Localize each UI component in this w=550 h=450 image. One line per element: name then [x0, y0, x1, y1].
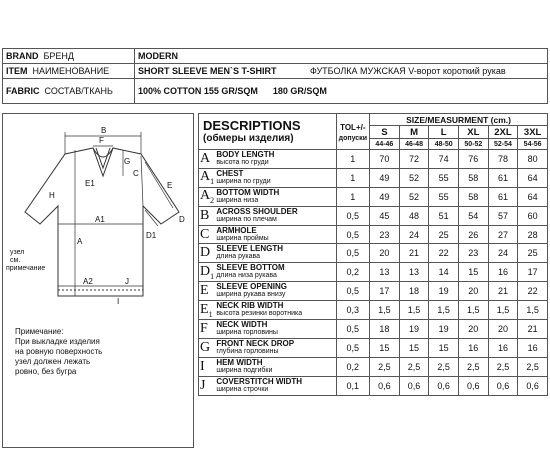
brand-value: MODERN	[138, 51, 178, 61]
size-range-3xl: 54-56	[518, 139, 548, 150]
row-name-en: SLEEVE OPENING	[216, 282, 287, 292]
item-value: SHORT SLEEVE MEN`S T-SHIRT	[138, 66, 277, 76]
label-a1: A1	[95, 215, 105, 224]
row-value-xl: 23	[458, 244, 488, 263]
size-header: SIZE/MEASURMENT (cm.)	[370, 114, 548, 126]
row-description	[216, 206, 336, 225]
row-code-letter: D	[200, 245, 211, 261]
row-value-2xl: 0,6	[488, 376, 518, 395]
table-row	[199, 244, 548, 263]
fabric-value: 100% COTTON 155 GR/SQM	[138, 86, 258, 96]
row-value-2xl: 24	[488, 244, 518, 263]
row-value-s: 49	[370, 168, 400, 187]
size-name-m: M	[399, 126, 429, 139]
table-row	[199, 225, 548, 244]
row-value-2xl: 27	[488, 225, 518, 244]
row-value-l: 55	[429, 168, 459, 187]
seam-note-3: примечание	[6, 265, 46, 272]
row-value-s: 1,5	[370, 301, 400, 320]
row-value-3xl: 60	[518, 206, 548, 225]
row-code-letter: B	[200, 207, 210, 223]
row-value-xl: 58	[458, 168, 488, 187]
item-value-ru-cell	[307, 64, 547, 79]
row-value-m: 19	[399, 320, 429, 339]
row-value-l: 74	[429, 150, 459, 169]
label-c: C	[133, 169, 139, 178]
row-value-3xl: 80	[518, 150, 548, 169]
row-value-3xl: 1,5	[518, 301, 548, 320]
row-description	[216, 320, 336, 339]
row-name-ru: высота по груди	[216, 158, 269, 166]
row-code	[199, 168, 217, 187]
row-value-3xl: 25	[518, 244, 548, 263]
row-code	[199, 338, 217, 357]
row-value-l: 25	[429, 225, 459, 244]
row-value-xl: 16	[458, 338, 488, 357]
row-description	[216, 357, 336, 376]
note-block	[15, 327, 185, 377]
row-name-ru: ширина горловины	[216, 328, 278, 336]
row-value-s: 18	[370, 320, 400, 339]
row-code	[199, 376, 217, 395]
desc-subtitle: (обмеры изделия)	[203, 133, 294, 144]
label-b: B	[101, 126, 107, 135]
table-row	[199, 168, 548, 187]
row-value-l: 15	[429, 338, 459, 357]
row-value-xl: 15	[458, 263, 488, 282]
row-value-s: 49	[370, 187, 400, 206]
size-range-m: 46-48	[399, 139, 429, 150]
row-tolerance: 0,5	[336, 338, 370, 357]
row-name-ru: длина низа рукава	[216, 272, 277, 280]
row-value-3xl: 28	[518, 225, 548, 244]
row-value-l: 51	[429, 206, 459, 225]
row-name-en: ACROSS SHOULDER	[216, 206, 298, 216]
label-j: J	[125, 277, 129, 286]
tol-label-ru: допуски	[338, 134, 367, 142]
row-value-l: 1,5	[429, 301, 459, 320]
item-label-ru: НАИМЕНОВАНИЕ	[32, 66, 110, 76]
row-value-m: 1,5	[399, 301, 429, 320]
row-code-sub: 1	[210, 271, 215, 281]
row-code	[199, 263, 217, 282]
label-d1: D1	[146, 231, 157, 240]
row-name-ru: высота резинки воротника	[216, 310, 303, 318]
size-name-2xl: 2XL	[488, 126, 518, 139]
row-name-ru: ширина по плечам	[216, 215, 277, 223]
row-name-en: BOTTOM WIDTH	[216, 187, 280, 197]
row-value-2xl: 16	[488, 338, 518, 357]
label-g: G	[124, 157, 131, 166]
row-value-m: 48	[399, 206, 429, 225]
label-i: I	[117, 297, 120, 306]
item-label: ITEM	[6, 66, 28, 76]
table-row	[199, 206, 548, 225]
row-value-m: 2,5	[399, 357, 429, 376]
table-row	[199, 150, 548, 169]
row-description	[216, 338, 336, 357]
row-value-m: 52	[399, 168, 429, 187]
table-row	[199, 376, 548, 395]
row-code-letter: J	[200, 377, 206, 393]
row-code-letter: E	[200, 301, 209, 317]
row-name-en: SLEEVE LENGTH	[216, 244, 283, 254]
fabric-label: FABRIC	[6, 86, 40, 96]
row-description	[216, 376, 336, 395]
row-tolerance: 0,2	[336, 263, 370, 282]
item-value-ru: ФУТБОЛКА МУЖСКАЯ V-ворот короткий рукав	[310, 66, 506, 76]
row-value-2xl: 21	[488, 282, 518, 301]
spec-header-row-1	[199, 114, 548, 126]
label-a2: A2	[83, 277, 93, 286]
row-description	[216, 187, 336, 206]
row-value-2xl: 57	[488, 206, 518, 225]
row-value-l: 0,6	[429, 376, 459, 395]
note-line-1: Примечание:	[15, 327, 64, 336]
row-value-2xl: 78	[488, 150, 518, 169]
row-value-s: 20	[370, 244, 400, 263]
row-code-sub: 1	[210, 177, 215, 187]
row-name-ru: ширина по груди	[216, 177, 271, 185]
row-name-en: SLEEVE BOTTOM	[216, 263, 285, 273]
row-name-en: FRONT NECK DROP	[216, 338, 295, 348]
row-value-m: 0,6	[399, 376, 429, 395]
row-value-xl: 2,5	[458, 357, 488, 376]
row-name-ru: ширина строчки	[216, 385, 269, 393]
table-row	[199, 187, 548, 206]
row-name-en: NECK RIB WIDTH	[216, 301, 284, 311]
table-row	[199, 263, 548, 282]
row-value-2xl: 20	[488, 320, 518, 339]
row-code-letter: F	[200, 320, 208, 336]
size-range-2xl: 52-54	[488, 139, 518, 150]
row-tolerance: 0,3	[336, 301, 370, 320]
row-value-xl: 26	[458, 225, 488, 244]
row-code-letter: D	[200, 263, 211, 279]
row-description	[216, 150, 336, 169]
row-name-ru: длина рукава	[216, 253, 261, 261]
row-value-m: 52	[399, 187, 429, 206]
size-name-l: L	[429, 126, 459, 139]
row-value-2xl: 2,5	[488, 357, 518, 376]
row-description	[216, 263, 336, 282]
row-value-2xl: 61	[488, 168, 518, 187]
neck-rib	[96, 148, 110, 168]
row-value-xl: 20	[458, 320, 488, 339]
row-code-letter: E	[200, 283, 209, 299]
row-code-letter: C	[200, 226, 210, 242]
desc-title: DESCRIPTIONS	[203, 118, 301, 133]
row-value-s: 15	[370, 338, 400, 357]
row-value-2xl: 1,5	[488, 301, 518, 320]
row-value-l: 14	[429, 263, 459, 282]
row-value-s: 2,5	[370, 357, 400, 376]
row-value-3xl: 2,5	[518, 357, 548, 376]
row-tolerance: 1	[336, 187, 370, 206]
row-value-xl: 0,6	[458, 376, 488, 395]
note-line-4: узел должен лежать	[15, 357, 91, 366]
seam-note-1: узел	[10, 249, 25, 256]
fabric-label-cell	[3, 79, 135, 104]
row-value-l: 19	[429, 320, 459, 339]
row-description	[216, 244, 336, 263]
header-table	[2, 48, 548, 104]
label-e: E	[167, 181, 173, 190]
row-value-l: 55	[429, 187, 459, 206]
row-value-xl: 76	[458, 150, 488, 169]
note-line-5: ровно, без бугра	[15, 367, 77, 376]
row-code	[199, 206, 217, 225]
size-range-l: 48-50	[429, 139, 459, 150]
row-name-ru: ширина подгибки	[216, 366, 273, 374]
label-a: A	[77, 237, 83, 246]
row-code-sub: 2	[210, 196, 215, 206]
row-value-m: 24	[399, 225, 429, 244]
note-line-3: на ровную поверхность	[15, 347, 103, 356]
size-range-s: 44-46	[370, 139, 400, 150]
row-code	[199, 357, 217, 376]
row-value-2xl: 16	[488, 263, 518, 282]
row-name-en: CHEST	[216, 168, 244, 178]
row-value-3xl: 21	[518, 320, 548, 339]
row-value-s: 13	[370, 263, 400, 282]
row-name-en: ARMHOLE	[216, 225, 257, 235]
row-code-letter: A	[200, 188, 211, 204]
brand-row	[3, 49, 548, 64]
row-tolerance: 0,5	[336, 282, 370, 301]
row-description	[216, 225, 336, 244]
item-value-cell	[135, 64, 308, 79]
row-value-m: 18	[399, 282, 429, 301]
tol-header	[336, 114, 370, 150]
row-name-en: HEM WIDTH	[216, 357, 263, 367]
row-tolerance: 1	[336, 150, 370, 169]
row-value-2xl: 61	[488, 187, 518, 206]
row-code	[199, 187, 217, 206]
table-row	[199, 301, 548, 320]
tshirt-drawing-panel	[2, 113, 194, 448]
brand-label: BRAND	[6, 51, 39, 61]
row-name-en: COVERSTITCH WIDTH	[216, 376, 303, 386]
row-code-sub: 1	[208, 309, 213, 319]
row-value-3xl: 17	[518, 263, 548, 282]
row-value-m: 15	[399, 338, 429, 357]
brand-value-cell	[135, 49, 548, 64]
row-name-ru: глубина горловины	[216, 347, 279, 355]
label-d: D	[179, 215, 185, 224]
table-row	[199, 338, 548, 357]
size-name-s: S	[370, 126, 400, 139]
row-code	[199, 301, 217, 320]
row-tolerance: 0,5	[336, 320, 370, 339]
row-value-xl: 1,5	[458, 301, 488, 320]
row-description	[216, 168, 336, 187]
fabric-value-cell	[135, 79, 548, 104]
row-code	[199, 282, 217, 301]
spec-table	[198, 113, 548, 396]
row-code	[199, 150, 217, 169]
fabric-label-ru: СОСТАВ/ТКАНЬ	[44, 86, 113, 96]
row-value-m: 13	[399, 263, 429, 282]
table-row	[199, 282, 548, 301]
row-name-en: BODY LENGTH	[216, 149, 275, 159]
row-value-l: 22	[429, 244, 459, 263]
item-row	[3, 64, 548, 79]
row-tolerance: 0,2	[336, 357, 370, 376]
row-code-letter: I	[200, 358, 205, 374]
row-code-letter: G	[200, 339, 211, 355]
row-value-s: 0,6	[370, 376, 400, 395]
row-code	[199, 244, 217, 263]
fabric-value-2: 180 GR/SQM	[272, 86, 327, 96]
label-e1: E1	[85, 179, 95, 188]
table-row	[199, 320, 548, 339]
row-tolerance: 1	[336, 168, 370, 187]
row-value-3xl: 0,6	[518, 376, 548, 395]
row-value-m: 72	[399, 150, 429, 169]
row-value-xl: 54	[458, 206, 488, 225]
row-value-3xl: 22	[518, 282, 548, 301]
row-value-3xl: 64	[518, 168, 548, 187]
row-name-ru: ширина проймы	[216, 234, 269, 242]
row-value-s: 17	[370, 282, 400, 301]
size-range-xl: 50-52	[458, 139, 488, 150]
brand-label-ru: БРЕНД	[43, 51, 75, 61]
label-f: F	[99, 136, 104, 145]
row-value-xl: 20	[458, 282, 488, 301]
tol-label: TOL+/-	[340, 122, 366, 132]
row-tolerance: 0,5	[336, 206, 370, 225]
note-line-2: При выкладке изделия	[15, 337, 100, 346]
tshirt-sketch	[3, 114, 195, 449]
row-value-l: 2,5	[429, 357, 459, 376]
fabric-row	[3, 79, 548, 104]
row-tolerance: 0,1	[336, 376, 370, 395]
row-value-s: 70	[370, 150, 400, 169]
row-value-3xl: 16	[518, 338, 548, 357]
row-value-s: 45	[370, 206, 400, 225]
table-row	[199, 357, 548, 376]
row-value-l: 19	[429, 282, 459, 301]
size-name-xl: XL	[458, 126, 488, 139]
row-code	[199, 320, 217, 339]
row-code	[199, 225, 217, 244]
brand-label-cell	[3, 49, 135, 64]
row-value-xl: 58	[458, 187, 488, 206]
row-code-letter: A	[200, 169, 211, 185]
row-value-s: 23	[370, 225, 400, 244]
row-name-ru: ширина низа	[216, 196, 259, 204]
seam-note-2: см.	[10, 257, 21, 264]
row-tolerance: 0,5	[336, 225, 370, 244]
item-label-cell	[3, 64, 135, 79]
row-description	[216, 282, 336, 301]
row-description	[216, 301, 336, 320]
row-name-en: NECK WIDTH	[216, 319, 268, 329]
size-name-3xl: 3XL	[518, 126, 548, 139]
row-tolerance: 0,5	[336, 244, 370, 263]
row-value-3xl: 64	[518, 187, 548, 206]
row-name-ru: ширина рукава внизу	[216, 291, 286, 299]
desc-header	[199, 114, 337, 150]
row-code-letter: A	[200, 150, 211, 166]
row-value-m: 21	[399, 244, 429, 263]
label-h: H	[49, 191, 55, 200]
spec-body	[199, 150, 548, 396]
